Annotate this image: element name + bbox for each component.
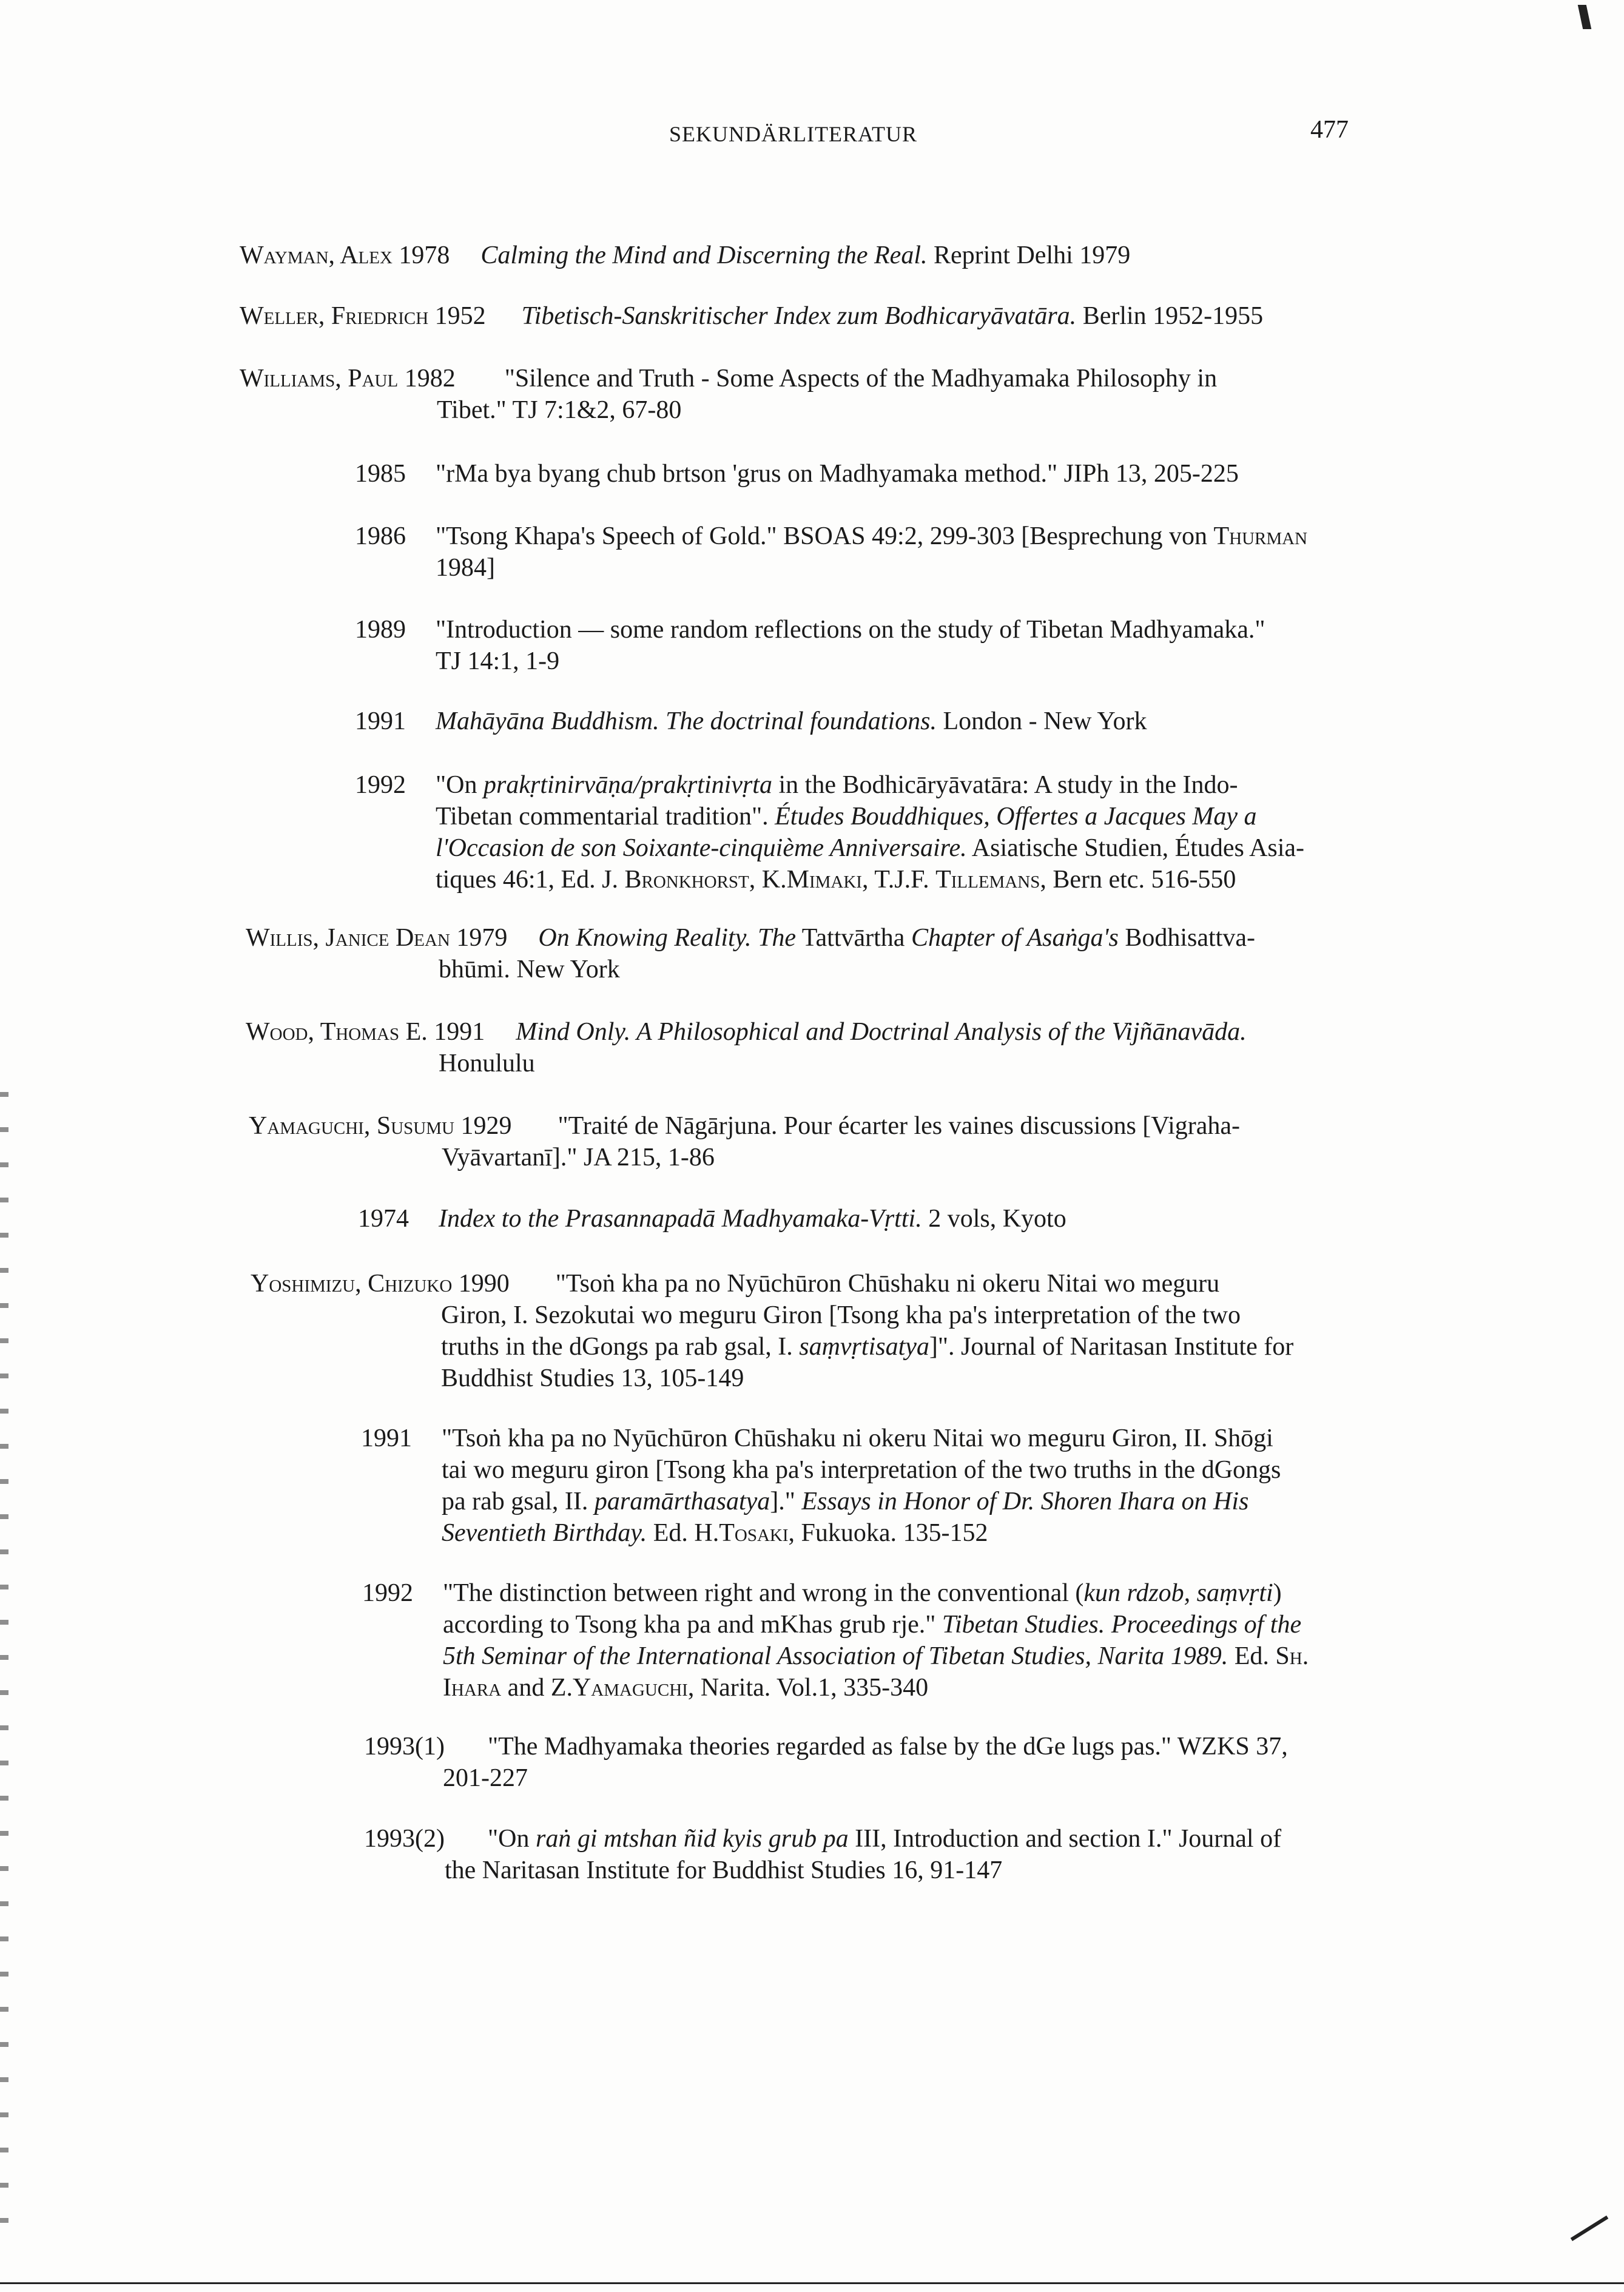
entry-editor: Mimaki bbox=[786, 866, 862, 894]
entry-text: Buddhist Studies 13, 105-149 bbox=[441, 1364, 744, 1392]
entry-text: bhūmi. New York bbox=[439, 956, 620, 983]
entry-title: l'Occasion de son Soixante-cinquième Anniversaire. bbox=[436, 834, 967, 862]
entry-year: 1992 bbox=[362, 1579, 413, 1607]
pen-mark bbox=[1571, 2216, 1609, 2241]
bibliography-entry bbox=[364, 1823, 1480, 1886]
scan-border-artifact bbox=[0, 2282, 1624, 2284]
entry-text: London - New York bbox=[943, 707, 1147, 735]
bibliography-entry bbox=[355, 706, 1471, 737]
entry-year: 1979 bbox=[456, 924, 508, 952]
entry-text: 2 vols, Kyoto bbox=[928, 1205, 1066, 1233]
entry-author: Wood, Thomas E. bbox=[246, 1018, 428, 1046]
bibliography-entry bbox=[246, 1016, 1362, 1079]
entry-year: 1991 bbox=[355, 707, 406, 735]
entry-text: , Fukuoka. 135-152 bbox=[788, 1519, 988, 1547]
entry-text: Tattvārtha bbox=[796, 924, 911, 952]
entry-title: Études Bouddhiques, Offertes a Jacques May a bbox=[775, 803, 1257, 831]
entry-term: saṃvṛtisatya bbox=[799, 1333, 929, 1361]
entry-year: 1993(2) bbox=[364, 1825, 445, 1853]
entry-title: Chapter of Asaṅga's bbox=[911, 924, 1119, 952]
entry-editor: Ihara bbox=[443, 1674, 502, 1702]
entry-title: Seventieth Birthday. bbox=[442, 1519, 647, 1547]
entry-text: ) bbox=[1273, 1579, 1282, 1607]
entry-text: ]." bbox=[770, 1488, 802, 1515]
entry-year: 1990 bbox=[458, 1270, 510, 1298]
entry-text: Giron, I. Sezokutai wo meguru Giron [Tsong kha pa's interpretation of the two bbox=[441, 1301, 1241, 1329]
entry-text: Tibetan commentarial tradition". bbox=[436, 803, 775, 831]
bibliography-entry bbox=[358, 1203, 1474, 1235]
entry-text: Reprint Delhi 1979 bbox=[934, 241, 1131, 269]
entry-year: 1952 bbox=[434, 302, 486, 330]
entry-text: "Tsoṅ kha pa no Nyūchūron Chūshaku ni okeru Nitai wo meguru Giron, II. Shōgi bbox=[442, 1424, 1273, 1452]
bibliography-entry bbox=[355, 769, 1471, 895]
entry-text: 1984] bbox=[436, 554, 495, 582]
entry-text: Bodhisattva- bbox=[1118, 924, 1255, 952]
entry-text: tiques 46:1, Ed. J. bbox=[436, 866, 625, 894]
entry-text: Honululu bbox=[439, 1050, 535, 1077]
entry-year: 1991 bbox=[361, 1424, 412, 1452]
entry-text: Ed. bbox=[1228, 1642, 1276, 1670]
page-number: 477 bbox=[1310, 116, 1349, 144]
entry-text: ]". Journal of Naritasan Institute for bbox=[929, 1333, 1294, 1361]
bibliography-entry bbox=[246, 922, 1362, 985]
entry-editor: Tillemans bbox=[935, 866, 1040, 894]
entry-text: , Narita. Vol.1, 335-340 bbox=[687, 1674, 929, 1702]
entry-text: "On bbox=[487, 1825, 536, 1853]
bibliography-entry bbox=[355, 521, 1471, 584]
entry-text: TJ 14:1, 1-9 bbox=[436, 647, 560, 675]
entry-text: , K. bbox=[749, 866, 787, 894]
entry-text: "Introduction — some random reflections on the study of Tibetan Madhyamaka." bbox=[436, 616, 1265, 644]
entry-text: "Tsoṅ kha pa no Nyūchūron Chūshaku ni okeru Nitai wo meguru bbox=[555, 1270, 1220, 1298]
entry-year: 1989 bbox=[355, 616, 406, 644]
entry-text: in the Bodhicāryāvatāra: A study in the Indo- bbox=[772, 771, 1238, 799]
entry-author: Yoshimizu, Chizuko bbox=[251, 1270, 453, 1298]
entry-text: tai wo meguru giron [Tsong kha pa's interpretation of the two truths in the dGongs bbox=[442, 1456, 1281, 1484]
entry-text: Vyāvartanī]." JA 215, 1-86 bbox=[442, 1144, 715, 1171]
bibliography-entry bbox=[251, 1268, 1367, 1394]
entry-year: 1992 bbox=[355, 771, 406, 799]
bibliography-entry bbox=[240, 240, 1356, 271]
entry-author: Yamaguchi, Susumu bbox=[249, 1112, 454, 1140]
entry-title: Mind Only. A Philosophical and Doctrinal Analysis of the Vijñānavāda. bbox=[516, 1018, 1247, 1046]
entry-text: pa rab gsal, II. bbox=[442, 1488, 595, 1515]
entry-text: truths in the dGongs pa rab gsal, I. bbox=[441, 1333, 800, 1361]
entry-text: 201-227 bbox=[443, 1764, 528, 1792]
entry-text: the Naritasan Institute for Buddhist Studies 16, 91-147 bbox=[445, 1856, 1003, 1884]
scan-corner-mark bbox=[1578, 5, 1592, 29]
entry-term: paramārthasatya bbox=[594, 1488, 770, 1515]
bibliography-entry bbox=[364, 1731, 1480, 1794]
entry-title: Calming the Mind and Discerning the Real. bbox=[480, 241, 928, 269]
entry-text: "On bbox=[436, 771, 483, 799]
entry-text: Ed. H. bbox=[647, 1519, 719, 1547]
entry-text: "Silence and Truth - Some Aspects of the Madhyamaka Philosophy in bbox=[504, 365, 1218, 393]
entry-year: 1978 bbox=[399, 241, 450, 269]
entry-text: "Traité de Nāgārjuna. Pour écarter les vaines discussions [Vigraha- bbox=[558, 1112, 1241, 1140]
entry-year: 1982 bbox=[404, 365, 456, 393]
bibliography-entry bbox=[362, 1577, 1478, 1704]
entry-text: "rMa bya byang chub brtson 'grus on Madhyamaka method." JIPh 13, 205-225 bbox=[436, 460, 1239, 488]
entry-title: Essays in Honor of Dr. Shoren Ihara on His bbox=[801, 1488, 1249, 1515]
running-title: SEKUNDÄRLITERATUR bbox=[669, 122, 917, 146]
entry-title: Mahāyāna Buddhism. The doctrinal foundations. bbox=[436, 707, 937, 735]
entry-text: "Tsong Khapa's Speech of Gold." BSOAS 49:2, 299-303 [Besprechung von bbox=[436, 522, 1214, 550]
entry-year: 1985 bbox=[355, 460, 406, 488]
entry-title: 5th Seminar of the International Association of Tibetan Studies, Narita 1989. bbox=[443, 1642, 1228, 1670]
entry-text: , T.J.F. bbox=[861, 866, 936, 894]
bibliography-entry bbox=[249, 1110, 1365, 1173]
entry-year: 1929 bbox=[460, 1112, 512, 1140]
entry-title: Tibetan Studies. Proceedings of the bbox=[942, 1611, 1302, 1639]
entry-term: prakṛtinirvāṇa/prakṛtinivṛta bbox=[483, 771, 772, 799]
entry-title: On Knowing Reality. The bbox=[538, 924, 797, 952]
entry-text: according to Tsong kha pa and mKhas grub rje." bbox=[443, 1611, 942, 1639]
entry-author: Wayman, Alex bbox=[240, 241, 393, 269]
entry-text: "The Madhyamaka theories regarded as false by the dGe lugs pas." WZKS 37, bbox=[487, 1733, 1288, 1761]
entry-author-ref: Thurman bbox=[1213, 522, 1308, 550]
entry-term: kun rdzob, saṃvṛti bbox=[1083, 1579, 1273, 1607]
entry-author: Williams, Paul bbox=[240, 365, 399, 393]
entry-text: "The distinction between right and wrong in the conventional ( bbox=[443, 1579, 1084, 1607]
entry-author: Willis, Janice Dean bbox=[246, 924, 450, 952]
entry-text: III, Introduction and section I." Journal of bbox=[848, 1825, 1282, 1853]
entry-text: Asiatische Studien, Études Asia- bbox=[966, 834, 1305, 862]
entry-editor: Bronkhorst bbox=[624, 866, 749, 894]
bibliography-entry bbox=[361, 1423, 1477, 1549]
entry-text: Tibet." TJ 7:1&2, 67-80 bbox=[437, 396, 682, 424]
entry-title: Tibetisch-Sanskritischer Index zum Bodhicaryāvatāra. bbox=[521, 302, 1077, 330]
entry-text: , Bern etc. 516-550 bbox=[1040, 866, 1236, 894]
entry-editor: Yamaguchi bbox=[572, 1674, 688, 1702]
entry-text: Berlin 1952-1955 bbox=[1082, 302, 1264, 330]
entry-year: 1974 bbox=[358, 1205, 409, 1233]
bibliography-entry bbox=[240, 363, 1356, 426]
entry-year: 1991 bbox=[434, 1018, 485, 1046]
scan-edge-artifact bbox=[0, 1092, 8, 2245]
bibliography-entry bbox=[355, 458, 1471, 490]
entry-term: raṅ gi mtshan ñid kyis grub pa bbox=[535, 1825, 849, 1853]
entry-year: 1986 bbox=[355, 522, 406, 550]
entry-title: Index to the Prasannapadā Madhyamaka-Vṛtti. bbox=[439, 1205, 922, 1233]
entry-editor: Tosaki bbox=[719, 1519, 789, 1547]
entry-year: 1993(1) bbox=[364, 1733, 445, 1761]
entry-text: and Z. bbox=[501, 1674, 573, 1702]
entry-editor: Sh. bbox=[1275, 1642, 1309, 1670]
entry-author: Weller, Friedrich bbox=[240, 302, 429, 330]
bibliography-entry bbox=[240, 300, 1356, 332]
bibliography-entry bbox=[355, 614, 1471, 677]
